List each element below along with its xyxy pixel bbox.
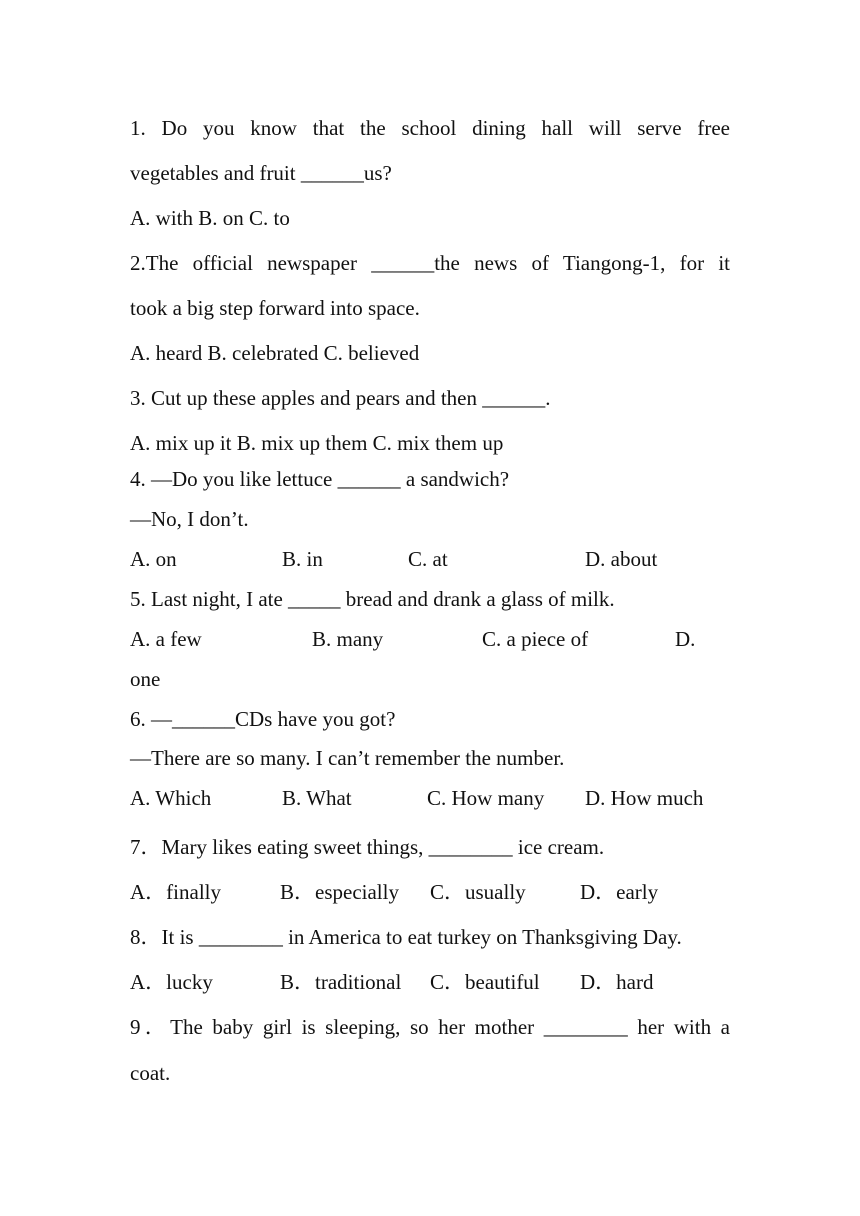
question-5-option-d: D.: [675, 627, 696, 651]
question-5-option-b: B. many: [312, 627, 384, 651]
question-4-option-c: C. at: [408, 547, 448, 571]
question-6-option-d: D. How much: [585, 786, 704, 810]
question-4-options: [130, 546, 730, 572]
question-4-option-d: D. about: [585, 547, 658, 571]
question-7-line-1: 7．Mary likes eating sweet things, ________ ice cream.: [130, 835, 605, 859]
question-7-option-b: B．especially: [280, 880, 399, 904]
question-6-line-1: 6. —______CDs have you got?: [130, 707, 396, 731]
question-3-options: A. mix up it B. mix up them C. mix them up: [130, 431, 504, 455]
question-4-option-b: B. in: [282, 547, 323, 571]
question-4-line-1: 4. —Do you like lettuce ______ a sandwich?: [130, 467, 510, 491]
question-9-line-1: 9．The baby girl is sleeping, so her mother ________ her with a: [130, 1015, 730, 1039]
question-1-line-2: vegetables and fruit ______us?: [130, 161, 392, 185]
question-4-line-2: —No, I don’t.: [130, 507, 249, 531]
question-8-option-d: D．hard: [580, 970, 654, 994]
question-8-line-1: 8．It is ________ in America to eat turkey on Thanksgiving Day.: [130, 925, 682, 949]
question-4-option-a: A. on: [130, 547, 177, 571]
question-2-options: A. heard B. celebrated C. believed: [130, 341, 420, 365]
question-7-options: [130, 879, 730, 905]
question-8-options: [130, 969, 730, 995]
question-2-line-2: took a big step forward into space.: [130, 296, 420, 320]
question-1-line-1: 1. Do you know that the school dining hall will serve free: [130, 116, 730, 140]
question-6-option-b: B. What: [282, 786, 352, 810]
question-6-option-a: A. Which: [130, 786, 212, 810]
question-7-option-c: C．usually: [430, 880, 526, 904]
question-5-line-1: 5. Last night, I ate _____ bread and drank a glass of milk.: [130, 587, 615, 611]
question-9-line-2: coat.: [130, 1061, 171, 1085]
question-7-option-a: A．finally: [130, 880, 221, 904]
question-6-option-c: C. How many: [427, 786, 545, 810]
question-1-options: A. with B. on C. to: [130, 206, 290, 230]
question-5-option-c: C. a piece of: [482, 627, 589, 651]
question-8-option-a: A．lucky: [130, 970, 213, 994]
question-2-line-1: 2.The official newspaper ______the news of Tiangong-1, for it: [130, 251, 730, 275]
question-5-options-wrap: one: [130, 667, 161, 691]
question-6-line-2: —There are so many. I can’t remember the number.: [130, 746, 565, 770]
question-8-option-c: C．beautiful: [430, 970, 540, 994]
question-5-option-a: A. a few: [130, 627, 202, 651]
question-8-option-b: B．traditional: [280, 970, 402, 994]
question-7-option-d: D．early: [580, 880, 659, 904]
question-3-line-1: 3. Cut up these apples and pears and then ______.: [130, 386, 551, 410]
question-6-options: [130, 785, 730, 811]
question-5-options: [130, 626, 730, 652]
